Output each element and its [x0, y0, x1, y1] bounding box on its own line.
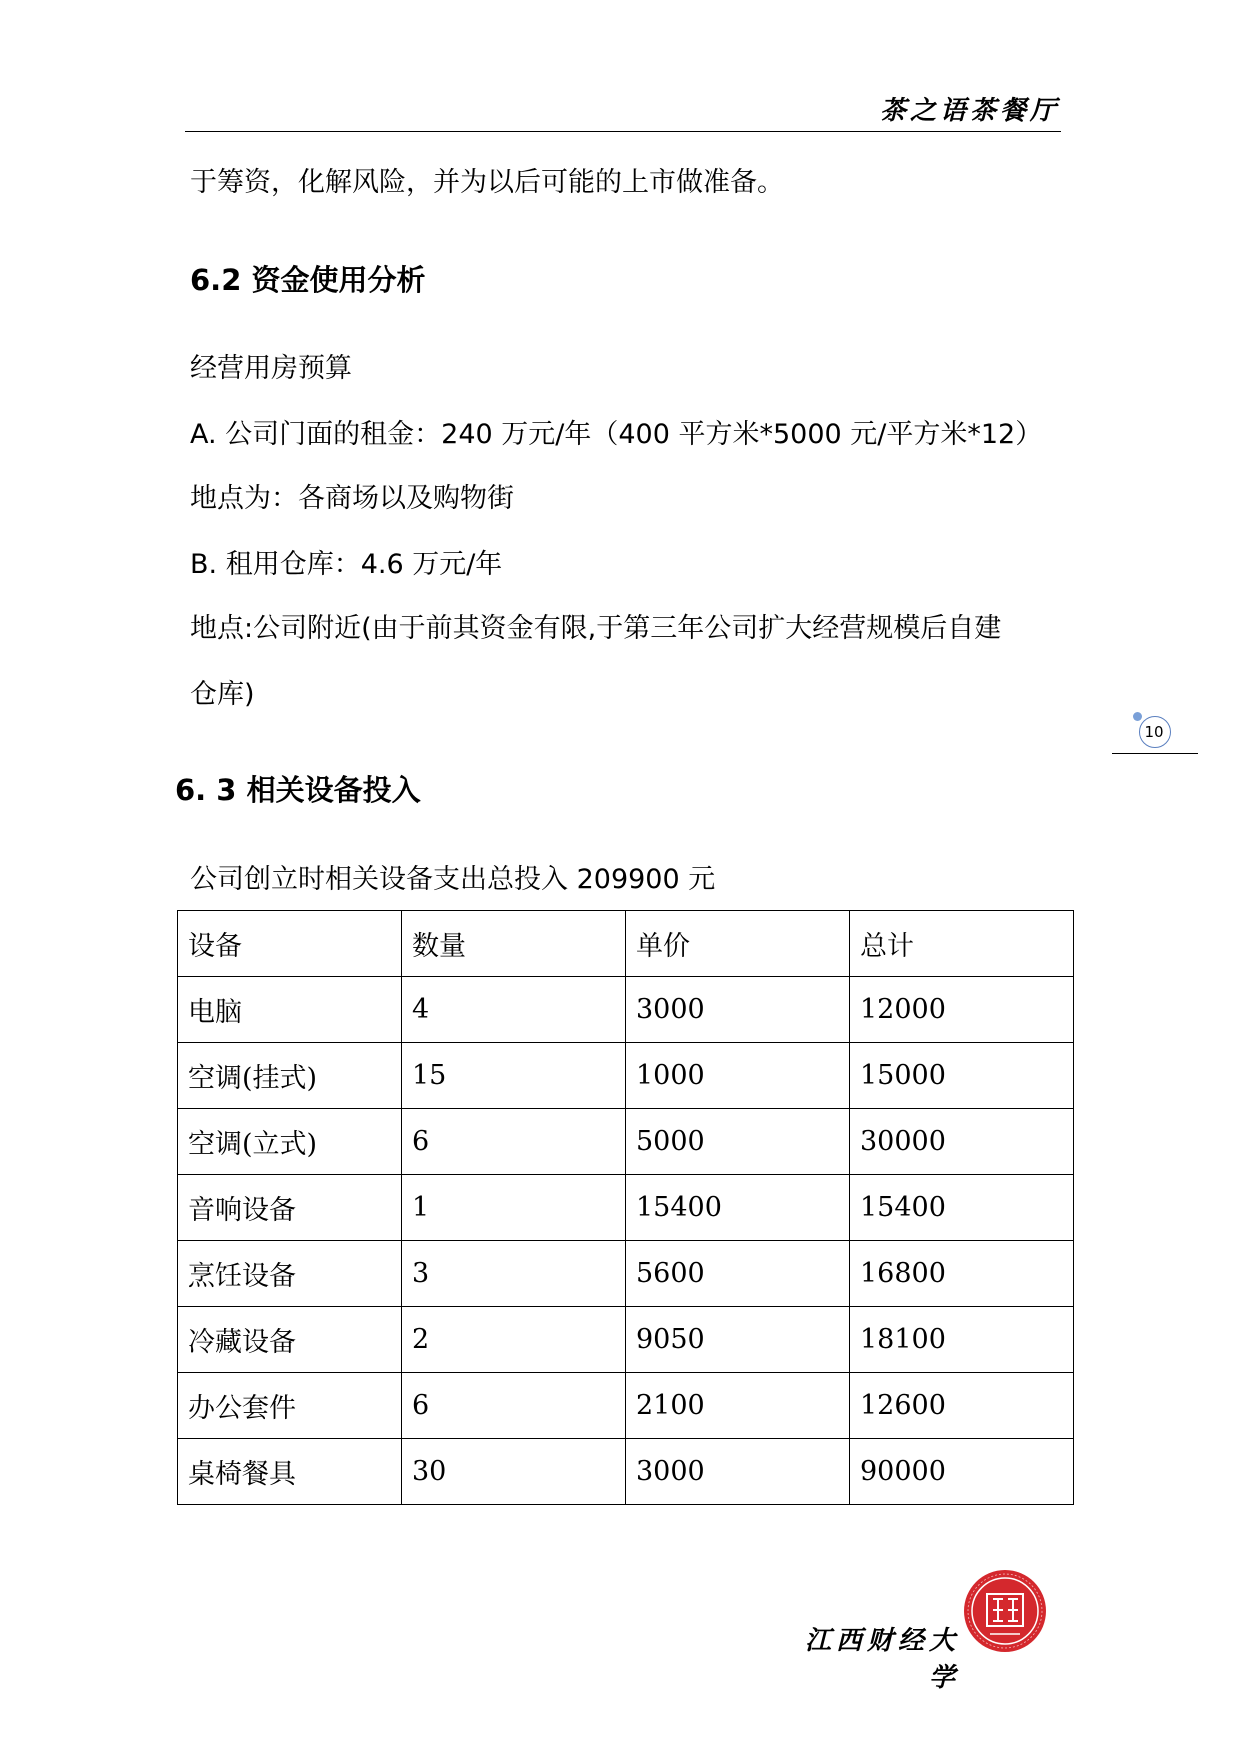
table-row	[178, 1307, 1074, 1373]
page-number-marker	[1112, 710, 1241, 760]
table-cell: 9050	[626, 1307, 850, 1373]
warehouse-location-line-2: 仓库)	[190, 679, 255, 710]
section-6-3-heading: 6. 3 相关设备投入	[175, 773, 421, 807]
intro-line: 于筹资，化解风险，并为以后可能的上市做准备。	[190, 167, 784, 198]
table-cell: 16800	[850, 1241, 1074, 1307]
table-cell: 30000	[850, 1109, 1074, 1175]
equipment-summary: 公司创立时相关设备支出总投入 209900 元	[190, 864, 716, 895]
table-row	[178, 1373, 1074, 1439]
table-cell: 3000	[626, 977, 850, 1043]
section-6-2-heading: 6.2 资金使用分析	[190, 263, 426, 297]
table-cell: 空调(挂式)	[178, 1043, 402, 1109]
table-cell: 音响设备	[178, 1175, 402, 1241]
table-cell: 4	[402, 977, 626, 1043]
table-cell: 5600	[626, 1241, 850, 1307]
table-cell: 5000	[626, 1109, 850, 1175]
table-header-cell: 数量	[402, 911, 626, 977]
page-number-dot	[1133, 712, 1142, 721]
table-cell: 6	[402, 1109, 626, 1175]
page-number-rule	[1112, 753, 1198, 754]
table-cell: 18100	[850, 1307, 1074, 1373]
table-row	[178, 977, 1074, 1043]
table-cell: 30	[402, 1439, 626, 1505]
table-cell: 2100	[626, 1373, 850, 1439]
table-cell: 2	[402, 1307, 626, 1373]
rent-line: A. 公司门面的租金：240 万元/年（400 平方米*5000 元/平方米*12）	[190, 419, 1043, 450]
table-cell: 6	[402, 1373, 626, 1439]
equipment-table	[177, 910, 1074, 1505]
table-cell: 3000	[626, 1439, 850, 1505]
warehouse-location-line: 地点:公司附近(由于前其资金有限,于第三年公司扩大经营规模后自建	[190, 613, 1002, 644]
university-seal-icon	[962, 1568, 1048, 1654]
table-row	[178, 1175, 1074, 1241]
table-cell: 12000	[850, 977, 1074, 1043]
table-cell: 15400	[626, 1175, 850, 1241]
section-6-2-subheading: 经营用房预算	[190, 353, 352, 384]
table-cell: 冷藏设备	[178, 1307, 402, 1373]
page-number: 10	[1144, 723, 1164, 741]
footer-school-name: 江西财经大学	[804, 1626, 960, 1693]
table-cell: 电脑	[178, 977, 402, 1043]
table-cell: 90000	[850, 1439, 1074, 1505]
table-cell: 15	[402, 1043, 626, 1109]
header-title: 茶之语茶餐厅	[879, 96, 1060, 126]
table-cell: 3	[402, 1241, 626, 1307]
table-cell: 空调(立式)	[178, 1109, 402, 1175]
seal-graphic	[962, 1568, 1048, 1654]
table-header-cell: 设备	[178, 911, 402, 977]
table-row	[178, 1439, 1074, 1505]
table-cell: 1000	[626, 1043, 850, 1109]
table-header-cell: 总计	[850, 911, 1074, 977]
table-cell: 桌椅餐具	[178, 1439, 402, 1505]
table-cell: 办公套件	[178, 1373, 402, 1439]
table-cell: 12600	[850, 1373, 1074, 1439]
table-cell: 15000	[850, 1043, 1074, 1109]
table-cell: 15400	[850, 1175, 1074, 1241]
header-divider	[185, 131, 1061, 132]
table-header-row	[178, 911, 1074, 977]
table-cell: 烹饪设备	[178, 1241, 402, 1307]
table-row	[178, 1043, 1074, 1109]
table-row	[178, 1109, 1074, 1175]
rent-location-line: 地点为：各商场以及购物街	[190, 483, 514, 514]
table-cell: 1	[402, 1175, 626, 1241]
warehouse-line: B. 租用仓库：4.6 万元/年	[190, 549, 503, 580]
table-row	[178, 1241, 1074, 1307]
table-header-cell: 单价	[626, 911, 850, 977]
